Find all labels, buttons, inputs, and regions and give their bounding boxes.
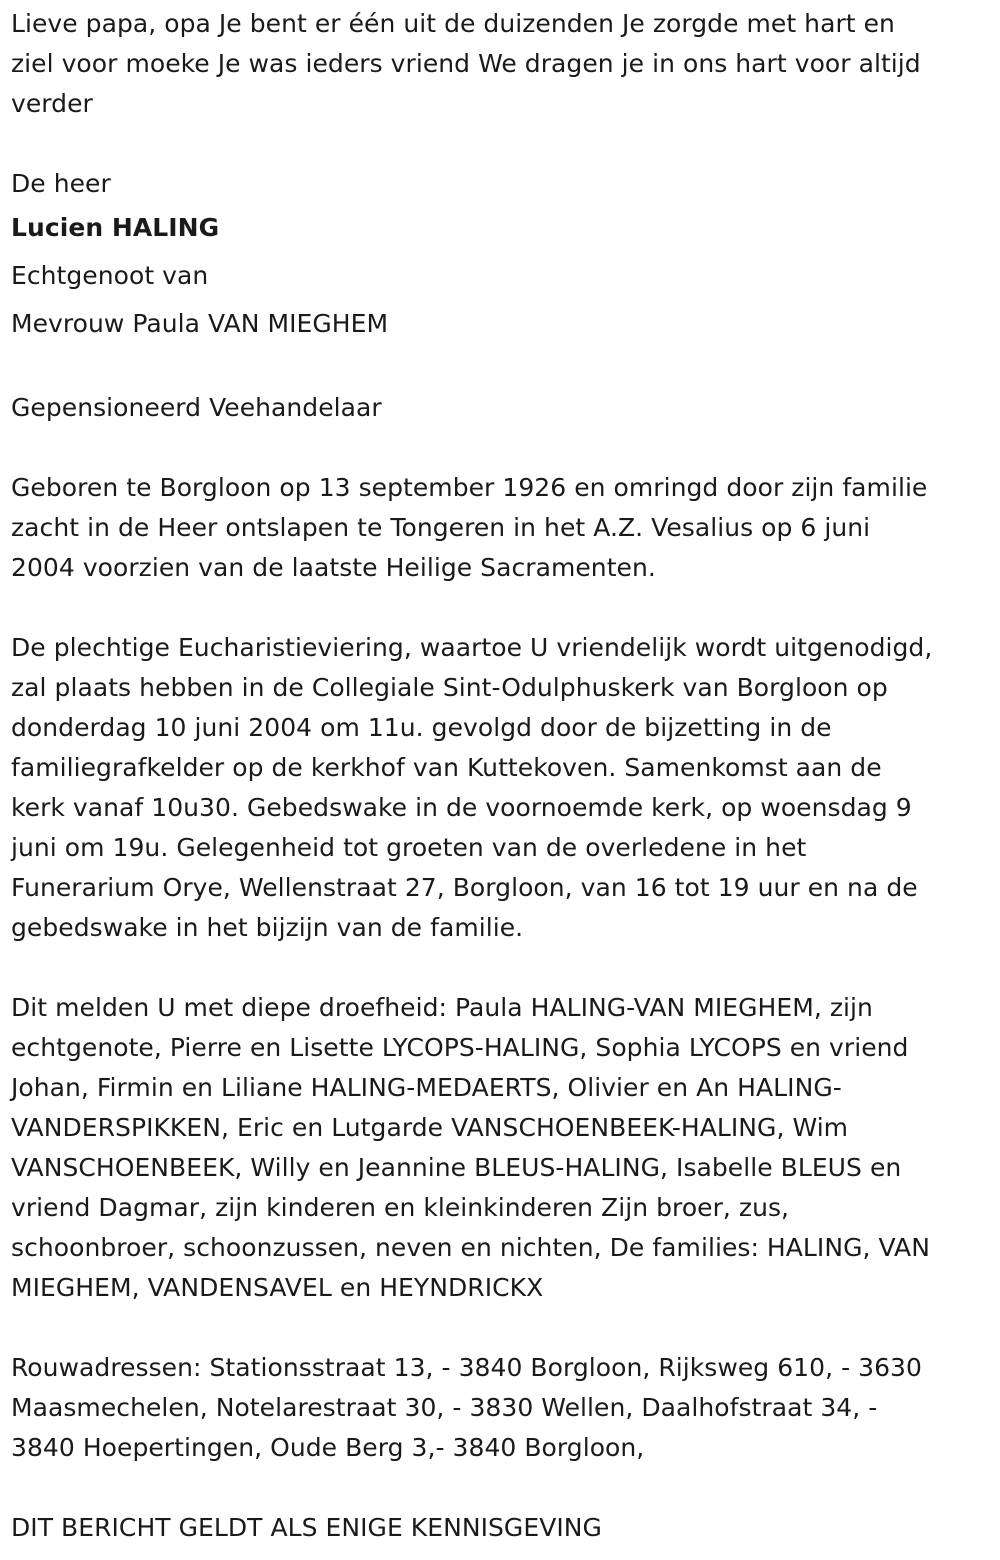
- paragraph-line: schoonbroer, schoonzussen, neven en nichten, De families: HALING, VAN: [11, 1233, 930, 1262]
- paragraph-line: 2004 voorzien van de laatste Heilige Sacramenten.: [11, 553, 656, 582]
- paragraph-line: Johan, Firmin en Liliane HALING-MEDAERTS, Olivier en An HALING-: [11, 1073, 842, 1102]
- intro-line: ziel voor moeke Je was ieders vriend We dragen je in ons hart voor altijd: [11, 49, 921, 78]
- relation-label: Echtgenoot van: [11, 261, 209, 290]
- paragraph-line: Dit melden U met diepe droefheid: Paula HALING-VAN MIEGHEM, zijn: [11, 993, 873, 1022]
- paragraph-line: 3840 Hoepertingen, Oude Berg 3,- 3840 Borgloon,: [11, 1433, 645, 1462]
- paragraph-spacer: [11, 1308, 1000, 1348]
- paragraph-line: kerk vanaf 10u30. Gebedswake in de voornoemde kerk, op woensdag 9: [11, 793, 912, 822]
- paragraph-line: Rouwadressen: Stationsstraat 13, - 3840 Borgloon, Rijksweg 610, - 3630: [11, 1353, 922, 1382]
- family-paragraph: [11, 988, 1000, 1308]
- closing-statement: DIT BERICHT GELDT ALS ENIGE KENNISGEVING: [11, 1513, 602, 1542]
- paragraph-line: juni om 19u. Gelegenheid tot groeten van de overledene in het: [11, 833, 807, 862]
- paragraph-spacer: [11, 948, 1000, 988]
- paragraph-spacer: [11, 588, 1000, 628]
- paragraph-line: vriend Dagmar, zijn kinderen en kleinkinderen Zijn broer, zus,: [11, 1193, 790, 1222]
- paragraph-line: zacht in de Heer ontslapen te Tongeren in het A.Z. Vesalius op 6 juni: [11, 513, 871, 542]
- paragraph-line: donderdag 10 juni 2004 om 11u. gevolgd door de bijzetting in de: [11, 713, 832, 742]
- intro-line: Lieve papa, opa Je bent er één uit de duizenden Je zorgde met hart en: [11, 9, 895, 38]
- paragraph-line: zal plaats hebben in de Collegiale Sint-Odulphuskerk van Borgloon op: [11, 673, 888, 702]
- paragraph-line: Funerarium Orye, Wellenstraat 27, Borgloon, van 16 tot 19 uur en na de: [11, 873, 918, 902]
- paragraph-spacer: [11, 348, 1000, 388]
- paragraph-line: gebedswake in het bijzijn van de familie.: [11, 913, 524, 942]
- paragraph-line: De plechtige Eucharistieviering, waartoe U vriendelijk wordt uitgenodigd,: [11, 633, 933, 662]
- paragraph-line: Maasmechelen, Notelarestraat 30, - 3830 Wellen, Daalhofstraat 34, -: [11, 1393, 878, 1422]
- paragraph-line: Geboren te Borgloon op 13 september 1926 en omringd door zijn familie: [11, 473, 928, 502]
- salutation: De heer: [11, 169, 111, 198]
- intro-line: verder: [11, 89, 93, 118]
- deceased-header: [11, 164, 1000, 348]
- paragraph-line: familiegrafkelder op de kerkhof van Kuttekoven. Samenkomst aan de: [11, 753, 882, 782]
- birth-death-paragraph: [11, 468, 1000, 588]
- paragraph-line: VANDERSPIKKEN, Eric en Lutgarde VANSCHOENBEEK-HALING, Wim: [11, 1113, 849, 1142]
- paragraph-spacer: [11, 1468, 1000, 1508]
- paragraph-spacer: [11, 428, 1000, 468]
- deceased-name: Lucien HALING: [11, 213, 220, 242]
- addresses-paragraph: [11, 1348, 1000, 1468]
- paragraph-line: echtgenote, Pierre en Lisette LYCOPS-HALING, Sophia LYCOPS en vriend: [11, 1033, 909, 1062]
- intro-poem: [11, 4, 1000, 124]
- spouse-name: Mevrouw Paula VAN MIEGHEM: [11, 309, 389, 338]
- paragraph-spacer: [11, 124, 1000, 164]
- paragraph-line: MIEGHEM, VANDENSAVEL en HEYNDRICKX: [11, 1273, 544, 1302]
- occupation: Gepensioneerd Veehandelaar: [11, 393, 382, 422]
- paragraph-line: VANSCHOENBEEK, Willy en Jeannine BLEUS-HALING, Isabelle BLEUS en: [11, 1153, 902, 1182]
- ceremony-paragraph: [11, 628, 1000, 948]
